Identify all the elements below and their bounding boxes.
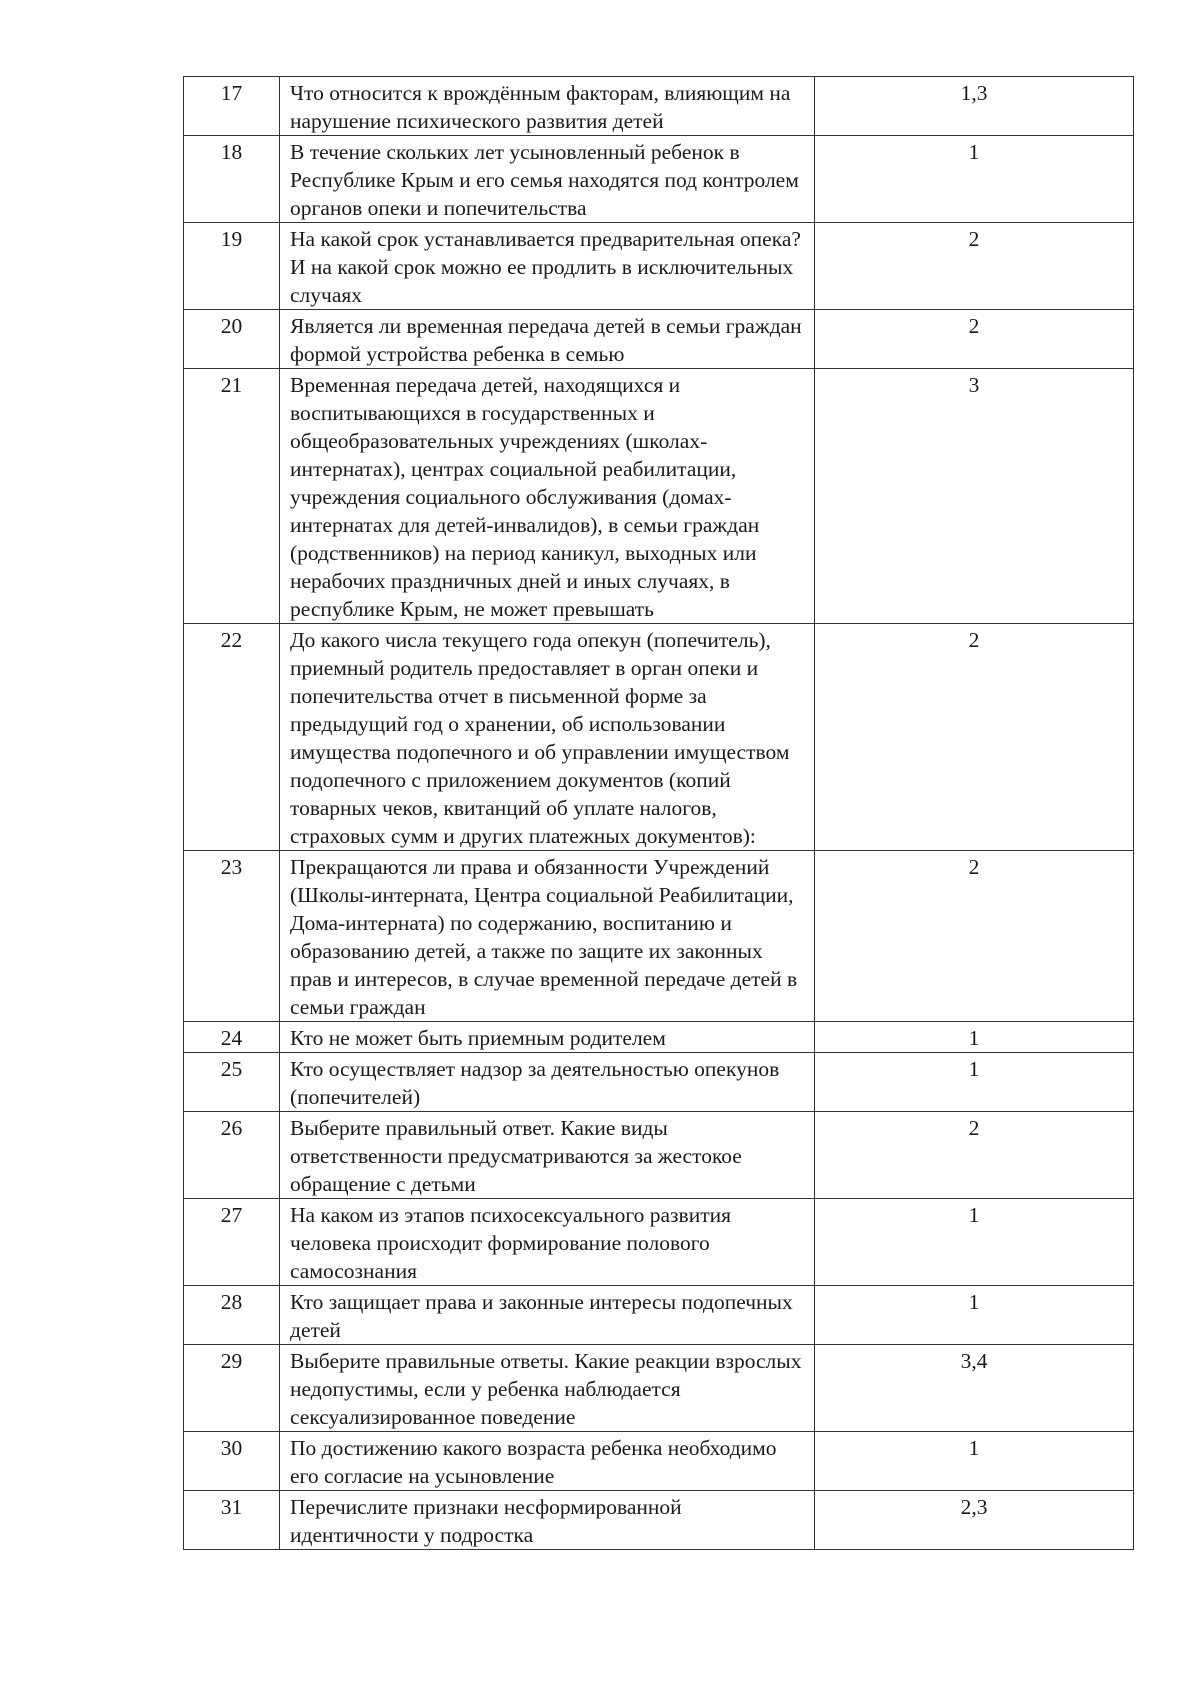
table-row — [184, 1491, 1134, 1550]
row-number: 24 — [184, 1022, 280, 1053]
row-number: 19 — [184, 223, 280, 310]
answers-table — [183, 76, 1134, 1550]
answer-code: 1 — [815, 1022, 1134, 1053]
table-row — [184, 310, 1134, 369]
question-text: Выберите правильный ответ. Какие виды ответственности предусматриваются за жестокое обращение с детьми — [280, 1112, 815, 1199]
row-number: 30 — [184, 1432, 280, 1491]
table-row — [184, 1112, 1134, 1199]
answer-code: 1 — [815, 136, 1134, 223]
row-number: 18 — [184, 136, 280, 223]
table-row — [184, 851, 1134, 1022]
table-row — [184, 369, 1134, 624]
answer-code: 2 — [815, 310, 1134, 369]
question-text: В течение скольких лет усыновленный ребенок в Республике Крым и его семья находятся под контролем органов опеки и попечительства — [280, 136, 815, 223]
answer-code: 2 — [815, 223, 1134, 310]
row-number: 25 — [184, 1053, 280, 1112]
question-text: Кто защищает права и законные интересы подопечных детей — [280, 1286, 815, 1345]
question-text: Что относится к врождённым факторам, влияющим на нарушение психического развития детей — [280, 77, 815, 136]
answer-code: 2 — [815, 624, 1134, 851]
question-text: Прекращаются ли права и обязанности Учреждений (Школы-интерната, Центра социальной Реабилитации, Дома-интерната) по содержанию, воспитанию и образованию детей, а также по защите их законных прав и интересов, в случае временной передаче детей в семьи граждан — [280, 851, 815, 1022]
question-text: На каком из этапов психосексуального развития человека происходит формирование полового самосознания — [280, 1199, 815, 1286]
row-number: 28 — [184, 1286, 280, 1345]
table-row — [184, 223, 1134, 310]
row-number: 31 — [184, 1491, 280, 1550]
question-text: Кто не может быть приемным родителем — [280, 1022, 815, 1053]
table-row — [184, 1199, 1134, 1286]
question-text: Является ли временная передача детей в семьи граждан формой устройства ребенка в семью — [280, 310, 815, 369]
answer-code: 3 — [815, 369, 1134, 624]
row-number: 23 — [184, 851, 280, 1022]
table-row — [184, 136, 1134, 223]
question-text: Выберите правильные ответы. Какие реакции взрослых недопустимы, если у ребенка наблюдается сексуализированное поведение — [280, 1345, 815, 1432]
row-number: 22 — [184, 624, 280, 851]
table-row — [184, 1432, 1134, 1491]
row-number: 17 — [184, 77, 280, 136]
answer-code: 1 — [815, 1432, 1134, 1491]
table-row — [184, 1022, 1134, 1053]
table-row — [184, 1286, 1134, 1345]
table-row — [184, 1345, 1134, 1432]
question-text: Кто осуществляет надзор за деятельностью опекунов (попечителей) — [280, 1053, 815, 1112]
question-text: Перечислите признаки несформированной идентичности у подростка — [280, 1491, 815, 1550]
answers-table-body — [184, 77, 1134, 1550]
row-number: 20 — [184, 310, 280, 369]
row-number: 26 — [184, 1112, 280, 1199]
answer-code: 2,3 — [815, 1491, 1134, 1550]
answer-code: 2 — [815, 851, 1134, 1022]
question-text: На какой срок устанавливается предварительная опека? И на какой срок можно ее продлить в исключительных случаях — [280, 223, 815, 310]
row-number: 29 — [184, 1345, 280, 1432]
answer-code: 3,4 — [815, 1345, 1134, 1432]
question-text: Временная передача детей, находящихся и воспитывающихся в государственных и общеобразовательных учреждениях (школах-интернатах), центрах социальной реабилитации, учреждения социального обслуживания (домах-интернатах для детей-инвалидов), в семьи граждан (родственников) на период каникул, выходных или нерабочих праздничных дней и иных случаях, в республике Крым, не может превышать — [280, 369, 815, 624]
answer-code: 2 — [815, 1112, 1134, 1199]
table-row — [184, 77, 1134, 136]
row-number: 27 — [184, 1199, 280, 1286]
row-number: 21 — [184, 369, 280, 624]
answer-code: 1 — [815, 1286, 1134, 1345]
question-text: До какого числа текущего года опекун (попечитель), приемный родитель предоставляет в орган опеки и попечительства отчет в письменной форме за предыдущий год о хранении, об использовании имущества подопечного и об управлении имуществом подопечного с приложением документов (копий товарных чеков, квитанций об уплате налогов, страховых сумм и других платежных документов): — [280, 624, 815, 851]
answer-code: 1 — [815, 1053, 1134, 1112]
table-row — [184, 1053, 1134, 1112]
table-row — [184, 624, 1134, 851]
answer-code: 1,3 — [815, 77, 1134, 136]
answer-code: 1 — [815, 1199, 1134, 1286]
question-text: По достижению какого возраста ребенка необходимо его согласие на усыновление — [280, 1432, 815, 1491]
